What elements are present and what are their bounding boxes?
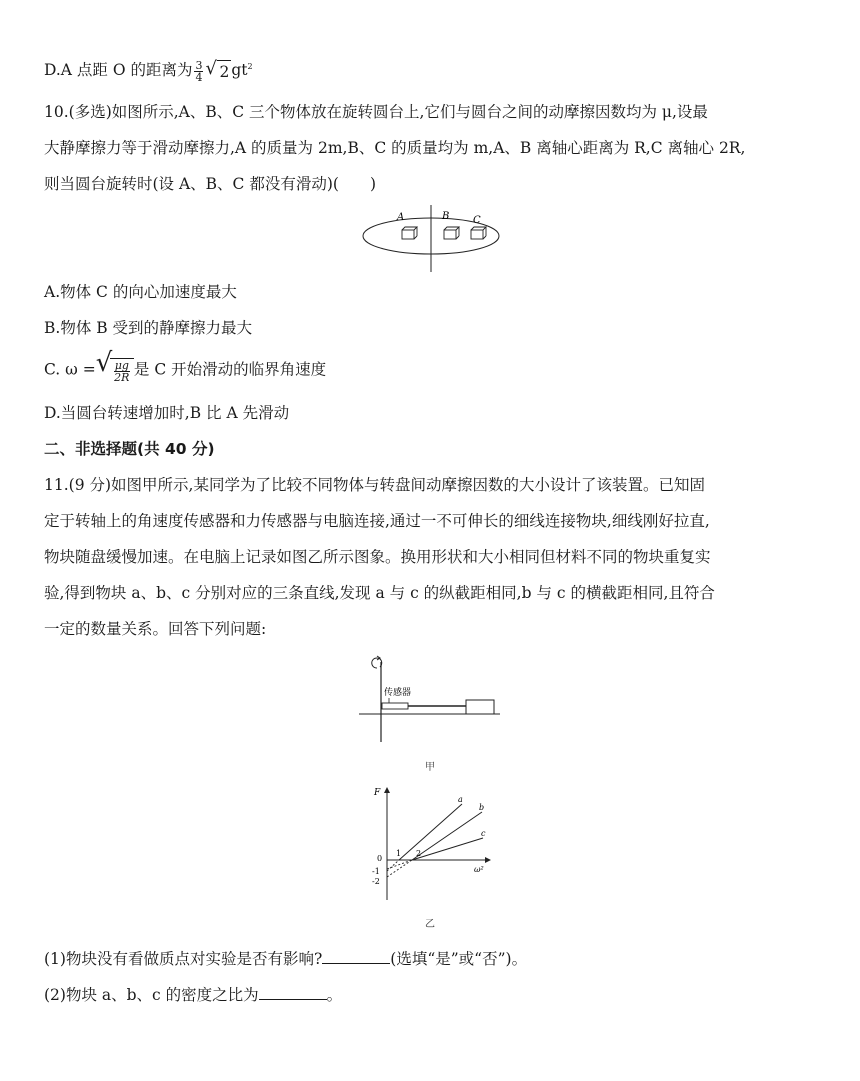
part-2-prefix: (2)物块 a、b、c 的密度之比为 bbox=[44, 986, 259, 1004]
exponent: 2 bbox=[247, 62, 253, 71]
option-c-prefix: C. ω = bbox=[44, 360, 96, 379]
apparatus-figure bbox=[356, 652, 506, 744]
line-c-label: c bbox=[481, 829, 486, 838]
q9-d-text: D.A 点距 O 的距离为 bbox=[44, 61, 193, 80]
line-a-label: a bbox=[458, 795, 463, 804]
answer-blank-1[interactable] bbox=[322, 949, 390, 964]
turntable-figure bbox=[360, 203, 502, 273]
fraction-den: 2R bbox=[114, 370, 130, 384]
q11-stem-line-1: 11.(9 分)如图甲所示,某同学为了比较不同物体与转盘间动摩擦因数的大小设计了该装置。已知固 bbox=[44, 476, 705, 494]
y-tick-1: -1 bbox=[372, 867, 380, 876]
rotation-arrow-icon bbox=[372, 656, 382, 668]
caption-yi: 乙 bbox=[425, 919, 435, 930]
sqrt-content: 2 bbox=[217, 60, 231, 83]
caption-jia: 甲 bbox=[425, 762, 435, 773]
x-axis-label: ω² bbox=[474, 865, 484, 874]
label-a: A bbox=[397, 212, 405, 223]
x-tick-1: 1 bbox=[396, 849, 402, 858]
part-2-suffix: 。 bbox=[326, 986, 343, 1004]
section-heading: 二、非选择题(共 40 分) bbox=[44, 440, 215, 458]
q9-option-d bbox=[44, 56, 253, 83]
line-c bbox=[412, 838, 483, 860]
q10-option-d: D.当圆台转速增加时,B 比 A 先滑动 bbox=[44, 404, 290, 422]
fraction bbox=[114, 360, 130, 383]
block-b bbox=[444, 227, 459, 239]
part-1-prefix: (1)物块没有看做质点对实验是否有影响? bbox=[44, 950, 323, 968]
q10-option-c bbox=[44, 348, 327, 384]
x-tick-2: 2 bbox=[416, 849, 422, 858]
sensor-label: 传感器 bbox=[384, 688, 412, 698]
f-omega-graph bbox=[366, 780, 498, 904]
q10-stem-line-2: 大静摩擦力等于滑动摩擦力,A 的质量为 2m,B、C 的质量均为 m,A、B 离轴心距离为 R,C 离轴心 2R, bbox=[44, 139, 746, 157]
q9-d-suffix: gt bbox=[231, 61, 248, 80]
y-axis-label: F bbox=[374, 788, 381, 798]
y-tick-2: -2 bbox=[372, 877, 380, 886]
sqrt: √ $\frac{\mu g}{2R}$ bbox=[96, 358, 134, 383]
fraction-num: 3 bbox=[195, 58, 203, 72]
part-1-suffix: (选填“是”或“否”)。 bbox=[390, 950, 528, 968]
q10-stem-line-1: 10.(多选)如图所示,A、B、C 三个物体放在旋转圆台上,它们与圆台之间的动摩擦因数均为 μ,设最 bbox=[44, 103, 708, 121]
block-a bbox=[402, 227, 417, 239]
label-b: B bbox=[442, 211, 450, 222]
line-b-label: b bbox=[479, 803, 485, 812]
graph-lines bbox=[387, 804, 483, 877]
q11-stem-line-3: 物块随盘缓慢加速。在电脑上记录如图乙所示图象。换用形状和大小相同但材料不同的物块重复实 bbox=[44, 548, 711, 566]
sqrt: √ 2 bbox=[205, 57, 230, 81]
q10-option-b: B.物体 B 受到的静摩擦力最大 bbox=[44, 319, 253, 337]
q10-stem-line-3: 则当圆台旋转时(设 A、B、C 都没有滑动)( ) bbox=[44, 175, 376, 193]
q11-stem-line-5: 一定的数量关系。回答下列问题: bbox=[44, 620, 267, 638]
q10-option-a: A.物体 C 的向心加速度最大 bbox=[44, 283, 237, 301]
fraction-num: μg bbox=[114, 358, 129, 372]
fraction bbox=[194, 60, 203, 83]
line-b bbox=[412, 812, 482, 860]
q11-stem-line-2: 定于转轴上的角速度传感器和力传感器与电脑连接,通过一不可伸长的细线连接物块,细线刚好拉直, bbox=[44, 512, 710, 530]
q11-part-1 bbox=[44, 948, 527, 970]
option-c-suffix: 是 C 开始滑动的临界角速度 bbox=[133, 360, 327, 379]
line-a-extension bbox=[387, 860, 399, 871]
q11-part-2 bbox=[44, 984, 342, 1006]
line-b-extension bbox=[387, 860, 412, 877]
origin-label: 0 bbox=[377, 854, 383, 863]
label-c: C bbox=[473, 215, 481, 226]
block-c bbox=[471, 227, 486, 239]
fraction-den: 4 bbox=[195, 70, 203, 84]
q11-stem-line-4: 验,得到物块 a、b、c 分别对应的三条直线,发现 a 与 c 的纵截距相同,b 与 c 的横截距相同,且符合 bbox=[44, 584, 715, 602]
answer-blank-2[interactable] bbox=[259, 985, 327, 1000]
